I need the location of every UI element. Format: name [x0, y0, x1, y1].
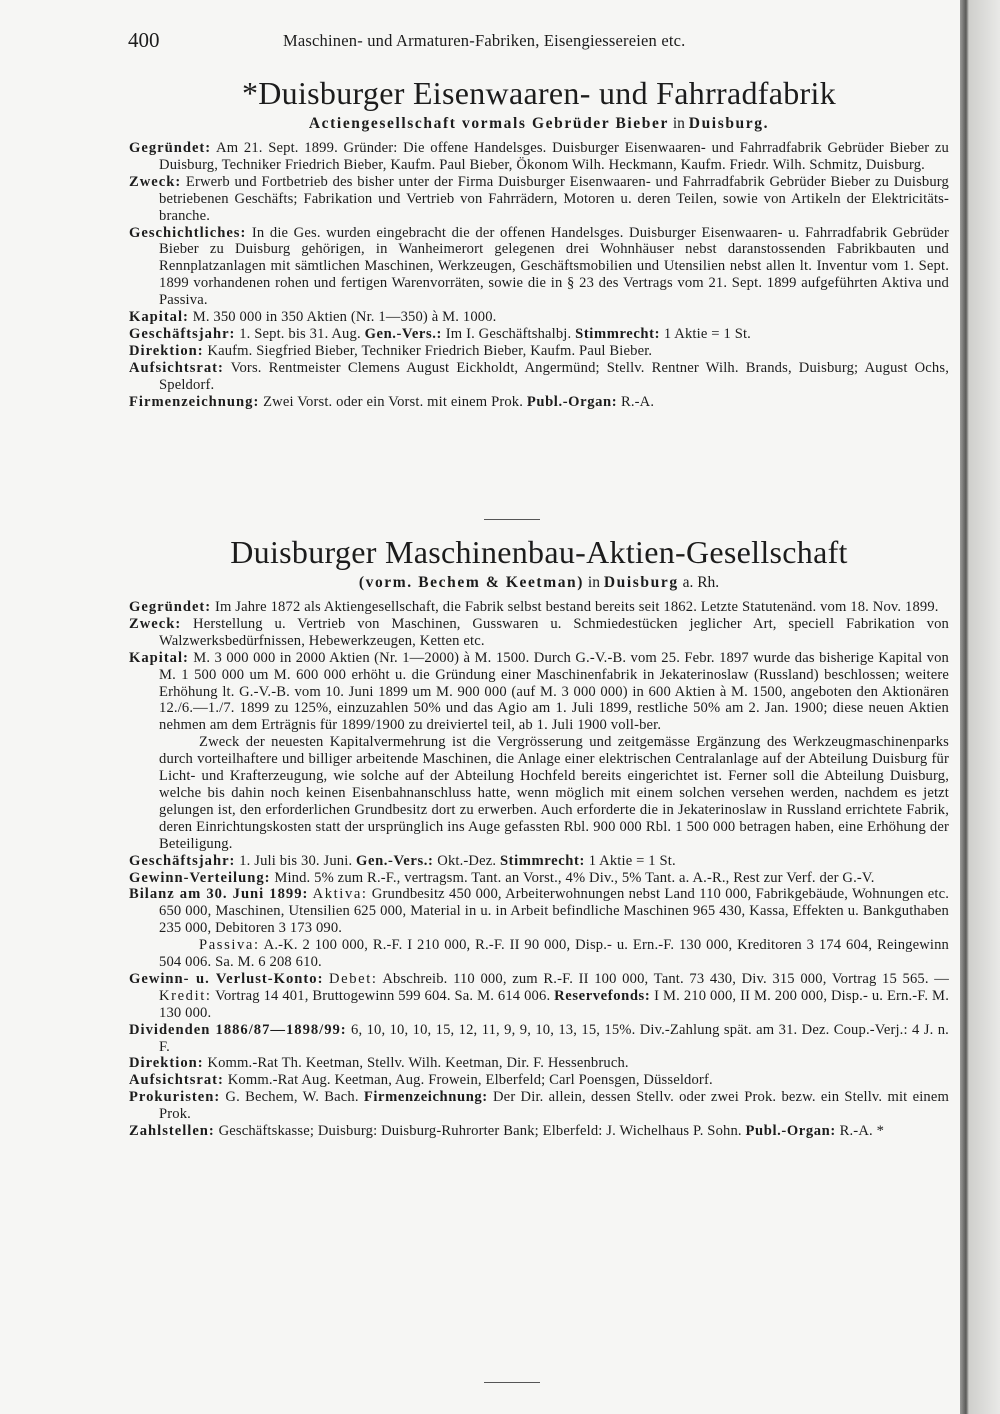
entry-kapital — [129, 650, 949, 735]
text-firmenzeichnung: Zwei Vorst. oder ein Vorst. mit einem Prok. — [259, 393, 527, 410]
text-aktiva: Grundbesitz 450 000, Arbeiterwohnungen nebst Land 110 000, Fabrikgebäude, Wohnungen etc. 650 000, Maschinen, Utensilien 625 000, Material in u. in Arbeit befindliche Maschinen 965 430, Kassa, Effekten u. Bankguthaben 235 000, Debitoren 3 173 090. — [159, 886, 949, 937]
company-subtitle-city: Duisburg. — [688, 115, 770, 132]
text-publ-organ: R.-A. — [617, 393, 655, 410]
entry-prokuristen — [129, 1089, 949, 1123]
book-binding-edge — [960, 0, 1000, 1414]
label-direktion: Direktion: — [129, 1055, 204, 1072]
text-kredit: Vortrag 14 401, Bruttogewinn 599 604. Sa. M. 614 006. — [211, 987, 555, 1004]
label-geschichtliches: Geschichtliches: — [129, 224, 247, 241]
entry-direktion — [129, 343, 949, 360]
entry-bilanz-aktiva — [129, 886, 949, 937]
label-debet: Debet: — [329, 970, 378, 987]
text-stimmrecht: 1 Aktie = 1 St. — [660, 325, 751, 342]
label-geschaeftsjahr: Geschäftsjahr: — [129, 325, 236, 342]
entry-gewinn-verteilung — [129, 870, 949, 887]
company-entries — [129, 140, 949, 411]
text-gewinn-verteilung: Mind. 5% zum R.-F., vertragsm. Tant. an Vorst., 4% Div., 5% Tant. a. A.-R., Rest zur Verf. der G.-V. — [270, 869, 875, 886]
entry-aufsichtsrat — [129, 1072, 949, 1089]
text-kapital: M. 350 000 in 350 Aktien (Nr. 1—350) à M. 1000. — [188, 309, 497, 326]
text-debet: Abschreib. 110 000, zum R.-F. II 100 000, Tant. 73 430, Div. 315 000, Vortrag 15 565. — — [377, 970, 949, 987]
label-gewinn-verteilung: Gewinn-Verteilung: — [129, 869, 271, 886]
label-firmenzeichnung: Firmenzeichnung: — [363, 1089, 488, 1106]
entry-gewinn-verlust — [129, 971, 949, 1022]
label-bilanz: Bilanz am 30. Juni 1899: — [129, 886, 309, 903]
section-divider — [484, 519, 540, 520]
label-zahlstellen: Zahlstellen: — [129, 1123, 215, 1140]
page-header — [128, 28, 948, 54]
text-firmenzeichnung: Der Dir. allein, dessen Stellv. oder zwei Prok. bezw. ein Stellv. mit einem Prok. — [159, 1089, 950, 1123]
text-geschaeftsjahr: 1. Juli bis 30. Juni. — [235, 852, 357, 869]
text-stimmrecht: 1 Aktie = 1 St. — [584, 852, 676, 869]
label-reservefonds: Reservefonds: — [554, 987, 651, 1004]
running-title: Maschinen- und Armaturen-Fabriken, Eisengiessereien etc. — [283, 31, 686, 50]
label-publ-organ: Publ.-Organ: — [745, 1123, 836, 1140]
company-entries — [129, 599, 949, 1140]
company-subtitle — [129, 114, 949, 134]
text-aufsichtsrat: Komm.-Rat Aug. Keetman, Aug. Frowein, Elberfeld; Carl Poensgen, Düsseldorf. — [223, 1072, 713, 1089]
company-entry-eisenwaaren — [129, 74, 949, 411]
entry-firmenzeichnung — [129, 394, 949, 411]
text-direktion: Komm.-Rat Th. Keetman, Stellv. Wilh. Keetman, Dir. F. Hessenbruch. — [203, 1055, 629, 1072]
text-zweck: Erwerb und Fortbetrieb des bisher unter der Firma Duisburger Eisenwaaren- und Fahrradfabrik Gebrüder Bieber zu Duisburg betriebenen Geschäfts; Fabrikation und Vertrieb von Fahrrädern, Motoren u. deren Teilen, sowie von Artikeln der Elektricitäts-branche. — [159, 173, 949, 224]
company-subtitle-in: in — [584, 574, 604, 591]
text-gegruendet: Im Jahre 1872 als Aktiengesellschaft, die Fabrik selbst bestand bereits seit 1862. Letzte Statutenänd. vom 18. Nov. 1899. — [211, 599, 939, 615]
label-zweck: Zweck: — [129, 173, 182, 190]
text-kapital: M. 3 000 000 in 2000 Aktien (Nr. 1—2000) à M. 1500. Durch G.-V.-B. vom 25. Febr. 1897 wurde das bisherige Kapital von M. 1 500 000 um M. 600 000 erhöht u. die Gründung einer Maschinenfabrik in Jekaterinoslaw (Russland) beschlossen; weitere Erhöhung lt. G.-V.-B. vom 10. Juni 1899 um M. 900 000 (auf M. 3 000 000) in 600 Aktien à M. 1500, angeboten den Aktionären 12./6.—1./7. 1899 zu 125%, einzuzahlen 50% und das Agio am 1. Juli 1899, restliche 50% am 2. Jan. 1900; diese neuen Aktien nehmen am dem Erträgnis für 1899/1900 zu dreiviertel teil, ab 1. Juli 1900 voll-ber. — [159, 649, 949, 734]
label-zweck: Zweck: — [129, 615, 182, 632]
company-title: *Duisburger Eisenwaaren- und Fahrradfabrik — [241, 75, 837, 111]
entry-aufsichtsrat — [129, 360, 949, 394]
label-aktiva: Aktiva: — [312, 886, 368, 903]
entry-kapital-zweck: Zweck der neuesten Kapitalvermehrung ist die Vergrösserung und zeitgemässe Ergänzung des Werkzeugmaschinenparks durch vorteilhaftere und billiger arbeitende Maschinen, die Anlage einer elektrischen Centralanlage auf der Abteilung Duisburg für Licht- und Krafterzeugung, wie solche auf der Abteilung Hochfeld bereits eingerichtet ist. Ferner soll die Abteilung Duisburg, welche bis dahin noch keinen Eisenbahnanschluss hatte, wenn möglich mit einem solchen versehen werden, nachdem es jetzt gelungen ist, den erforderlichen Grundbesitz dort zu erwerben. Auch erforderte die in Jekaterinoslaw in Russland errichtete Fabrik, deren Einrichtungskosten statt der ursprünglich ins Auge gefassten Rbl. 900 000 Rbl. 1 500 000 betragen haben, eine Erhöhung der Beteiligung. — [159, 734, 949, 852]
company-subtitle — [129, 573, 949, 593]
label-gegruendet: Gegründet: — [129, 140, 212, 156]
text-genvers: Im I. Geschäftshalbj. — [441, 325, 576, 342]
company-subtitle-name: (vorm. Bechem & Keetman) — [358, 574, 585, 591]
label-passiva: Passiva: — [199, 937, 260, 954]
entry-zahlstellen — [129, 1123, 949, 1140]
label-dividenden: Dividenden 1886/87—1898/99: — [129, 1021, 347, 1038]
company-subtitle-city: Duisburg — [603, 574, 679, 591]
text-zahlstellen: Geschäftskasse; Duisburg: Duisburg-Ruhrorter Bank; Elberfeld: J. Wichelhaus P. Sohn. — [214, 1123, 746, 1140]
label-genvers: Gen.-Vers.: — [364, 325, 442, 342]
label-gewinn-verlust: Gewinn- u. Verlust-Konto: — [129, 970, 324, 987]
text-dividenden: 6, 10, 10, 10, 15, 12, 11, 9, 9, 10, 13, 15, 15%. Div.-Zahlung spät. am 31. Dez. Coup.-Verj.: 4 J. n. F. — [159, 1021, 949, 1055]
entry-geschichtliches — [129, 225, 949, 310]
page-number: 400 — [128, 28, 160, 52]
text-passiva: A.-K. 2 100 000, R.-F. I 210 000, R.-F. II 90 000, Disp.- u. Ern.-F. 130 000, Kreditoren 3 174 604, Reingewinn 504 006. Sa. M. 6 208 610. — [159, 937, 949, 971]
label-stimmrecht: Stimmrecht: — [499, 852, 585, 869]
entry-gegruendet — [129, 140, 949, 174]
label-gegruendet: Gegründet: — [129, 599, 212, 615]
label-genvers: Gen.-Vers.: — [356, 852, 434, 869]
text-prokuristen: G. Bechem, W. Bach. — [220, 1089, 364, 1106]
entry-dividenden — [129, 1022, 949, 1056]
entry-zweck — [129, 616, 949, 650]
label-stimmrecht: Stimmrecht: — [575, 325, 661, 342]
company-subtitle-end: a. Rh. — [678, 574, 720, 591]
label-firmenzeichnung: Firmenzeichnung: — [129, 393, 260, 410]
label-kapital: Kapital: — [129, 649, 189, 666]
text-geschaeftsjahr: 1. Sept. bis 31. Aug. — [235, 325, 365, 342]
entry-kapital — [129, 309, 949, 326]
entry-zweck — [129, 174, 949, 225]
entry-geschaeftsjahr — [129, 853, 949, 870]
entry-bilanz-passiva — [129, 937, 949, 971]
label-aufsichtsrat: Aufsichtsrat: — [129, 359, 224, 376]
company-subtitle-name: Actiengesellschaft vormals Gebrüder Bieber — [308, 115, 669, 132]
text-gegruendet: Am 21. Sept. 1899. Gründer: Die offene Handelsges. Duisburger Eisenwaaren- und Fahrradfabrik Gebrüder Bieber zu Duisburg, Techniker Friedrich Bieber, Kaufm. Paul Bieber, Ökonom Wilh. Heckmann, Kaufm. Friedr. Wilh. Schmitz, Duisburg. — [159, 140, 949, 173]
company-subtitle-in: in — [668, 115, 689, 132]
text-reservefonds: I M. 210 000, II M. 200 000, Disp.- u. Ern.-F. M. 130 000. — [159, 987, 949, 1021]
text-publ-organ: R.-A. * — [835, 1123, 885, 1140]
company-entry-maschinenbau — [129, 533, 949, 1140]
company-title: Duisburger Maschinenbau-Aktien-Gesellschaft — [230, 534, 848, 570]
label-kapital: Kapital: — [129, 309, 189, 326]
label-publ-organ: Publ.-Organ: — [526, 393, 618, 410]
entry-geschaeftsjahr — [129, 326, 949, 343]
text-zweck: Herstellung u. Vertrieb von Maschinen, Gusswaren u. Schmiedestücken jeglicher Art, speciell Fabrikation von Walzwerksbedürfnissen, Hebewerkzeugen, Ketten etc. — [159, 615, 949, 649]
bottom-divider — [484, 1382, 540, 1383]
entry-direktion — [129, 1055, 949, 1072]
entry-gegruendet — [129, 599, 949, 616]
text-genvers: Okt.-Dez. — [433, 852, 500, 869]
label-prokuristen: Prokuristen: — [129, 1089, 221, 1106]
text-direktion: Kaufm. Siegfried Bieber, Techniker Friedrich Bieber, Kaufm. Paul Bieber. — [203, 342, 653, 359]
label-kredit: Kredit: — [159, 987, 212, 1004]
text-aufsichtsrat: Vors. Rentmeister Clemens August Eickholdt, Angermünd; Stellv. Rentner Wilh. Brands, Duisburg; August Ochs, Speldorf. — [159, 359, 949, 393]
label-aufsichtsrat: Aufsichtsrat: — [129, 1072, 224, 1089]
label-direktion: Direktion: — [129, 342, 204, 359]
text-geschichtliches: In die Ges. wurden eingebracht die der offenen Handelsges. Duisburger Eisenwaaren- u. Fahrradfabrik Gebrüder Bieber zu Duisburg gehörigen, in Wanheimerort gelegenen drei Wohnhäuser nebst daranstossenden Fabrikbauten und Rennplatzanlagen mit sämtlichen Maschinen, Werkzeugen, Geschäftsmobilien und Utensilien nebst allen lt. Inventur vom 1. Sept. 1899 vorhandenen rohen und fertigen Warenvorräten, sowie die in § 23 des Vertrags vom 21. Sept. 1899 aufgeführten Aktiva und Passiva. — [159, 224, 949, 309]
label-geschaeftsjahr: Geschäftsjahr: — [129, 852, 236, 869]
